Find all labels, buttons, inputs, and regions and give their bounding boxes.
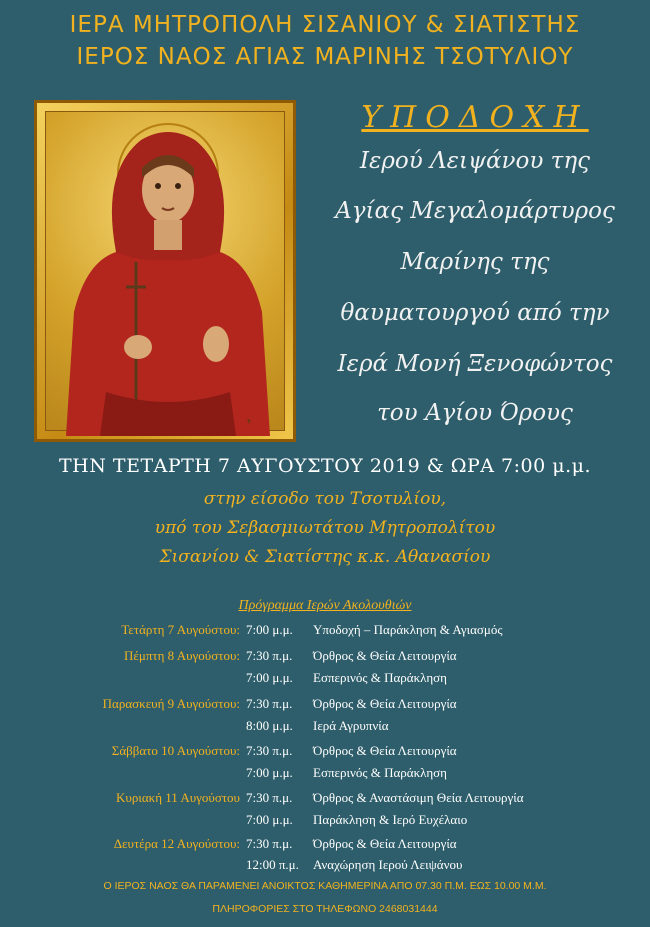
schedule-day: Τετάρτη 7 Αυγούστου: bbox=[121, 622, 240, 637]
subtitle-line: θαυματουργού από την bbox=[340, 300, 610, 326]
schedule-day: Παρασκευή 9 Αυγούστου: bbox=[102, 696, 240, 711]
schedule-time: 7:00 μ.μ. bbox=[246, 670, 293, 685]
location-line: Σισανίου & Σιατίστης κ.κ. Αθανασίου bbox=[159, 547, 491, 567]
footer-phone: ΠΛΗΡΟΦΟΡΙΕΣ ΣΤΟ ΤΗΛΕΦΩΝΟ 2468031444 bbox=[212, 903, 438, 915]
subtitle-line: Μαρίνης της bbox=[400, 249, 550, 275]
schedule-event: Εσπερινός & Παράκληση bbox=[313, 765, 447, 780]
schedule-title: Πρόγραμμα Ιερών Ακολουθιών bbox=[238, 598, 412, 613]
saint-icon-image bbox=[34, 100, 296, 442]
schedule-time: 7:00 μ.μ. bbox=[246, 765, 293, 780]
schedule-day: Σάββατο 10 Αυγούστου: bbox=[111, 743, 240, 758]
schedule-time: 7:00 μ.μ. bbox=[246, 812, 293, 827]
schedule-event: Εσπερινός & Παράκληση bbox=[313, 670, 447, 685]
schedule-event: Όρθρος & Αναστάσιμη Θεία Λειτουργία bbox=[313, 790, 524, 805]
schedule-day: Κυριακή 11 Αυγούστου bbox=[116, 790, 240, 805]
schedule-time: 7:30 π.μ. bbox=[246, 696, 293, 711]
page-title: ΥΠΟΔΟΧΗ bbox=[361, 100, 589, 135]
schedule-event: Παράκληση & Ιερό Ευχέλαιο bbox=[313, 812, 468, 827]
subtitle-line: Ιερά Μονή Ξενοφώντος bbox=[337, 351, 613, 377]
location-line: υπό του Σεβασμιωτάτου Μητροπολίτου bbox=[154, 518, 496, 538]
schedule-event: Υποδοχή – Παράκληση & Αγιασμός bbox=[313, 622, 503, 637]
location-line: στην είσοδο του Τσοτυλίου, bbox=[203, 489, 447, 509]
schedule-event: Ιερά Αγρυπνία bbox=[313, 718, 389, 733]
footer-hours: Ο ΙΕΡΟΣ ΝΑΟΣ ΘΑ ΠΑΡΑΜΕΝΕΙ ΑΝΟΙΚΤΟΣ ΚΑΘΗΜΕΡΙΝΑ ΑΠΟ 07.30 Π.Μ. ΕΩΣ 10.00 Μ.Μ. bbox=[103, 880, 547, 892]
schedule-time: 7:30 π.μ. bbox=[246, 648, 293, 663]
subtitle-line: Ιερού Λειψάνου της bbox=[359, 148, 591, 174]
schedule-day: Πέμπτη 8 Αυγούστου: bbox=[124, 648, 240, 663]
schedule-event: Όρθρος & Θεία Λειτουργία bbox=[313, 836, 457, 851]
header-line-2: ΙΕΡΟΣ ΝΑΟΣ ΑΓΙΑΣ ΜΑΡΙΝΗΣ ΤΣΟΤΥΛΙΟΥ bbox=[76, 44, 574, 70]
schedule-event: Όρθρος & Θεία Λειτουργία bbox=[313, 696, 457, 711]
subtitle-line: του Αγίου Όρους bbox=[377, 400, 573, 426]
schedule-day: Δευτέρα 12 Αυγούστου: bbox=[113, 836, 240, 851]
schedule-time: 7:30 π.μ. bbox=[246, 743, 293, 758]
schedule-time: 7:30 π.μ. bbox=[246, 836, 293, 851]
header-line-1: ΙΕΡΑ ΜΗΤΡΟΠΟΛΗ ΣΙΣΑΝΙΟΥ & ΣΙΑΤΙΣΤΗΣ bbox=[69, 12, 581, 38]
schedule-event: Όρθρος & Θεία Λειτουργία bbox=[313, 648, 457, 663]
schedule-event: Όρθρος & Θεία Λειτουργία bbox=[313, 743, 457, 758]
subtitle-line: Αγίας Μεγαλομάρτυρος bbox=[335, 198, 615, 224]
svg-text:✝: ✝ bbox=[246, 418, 252, 426]
schedule-time: 7:00 μ.μ. bbox=[246, 622, 293, 637]
schedule-time: 8:00 μ.μ. bbox=[246, 718, 293, 733]
saint-marina-icon bbox=[46, 112, 290, 436]
schedule-event: Αναχώρηση Ιερού Λειψάνου bbox=[313, 857, 463, 872]
schedule-time: 7:30 π.μ. bbox=[246, 790, 293, 805]
event-date: ΤΗΝ ΤΕΤΑΡΤΗ 7 ΑΥΓΟΥΣΤΟΥ 2019 & ΩΡΑ 7:00 μ.μ. bbox=[59, 455, 591, 477]
schedule-time: 12:00 π.μ. bbox=[246, 857, 299, 872]
